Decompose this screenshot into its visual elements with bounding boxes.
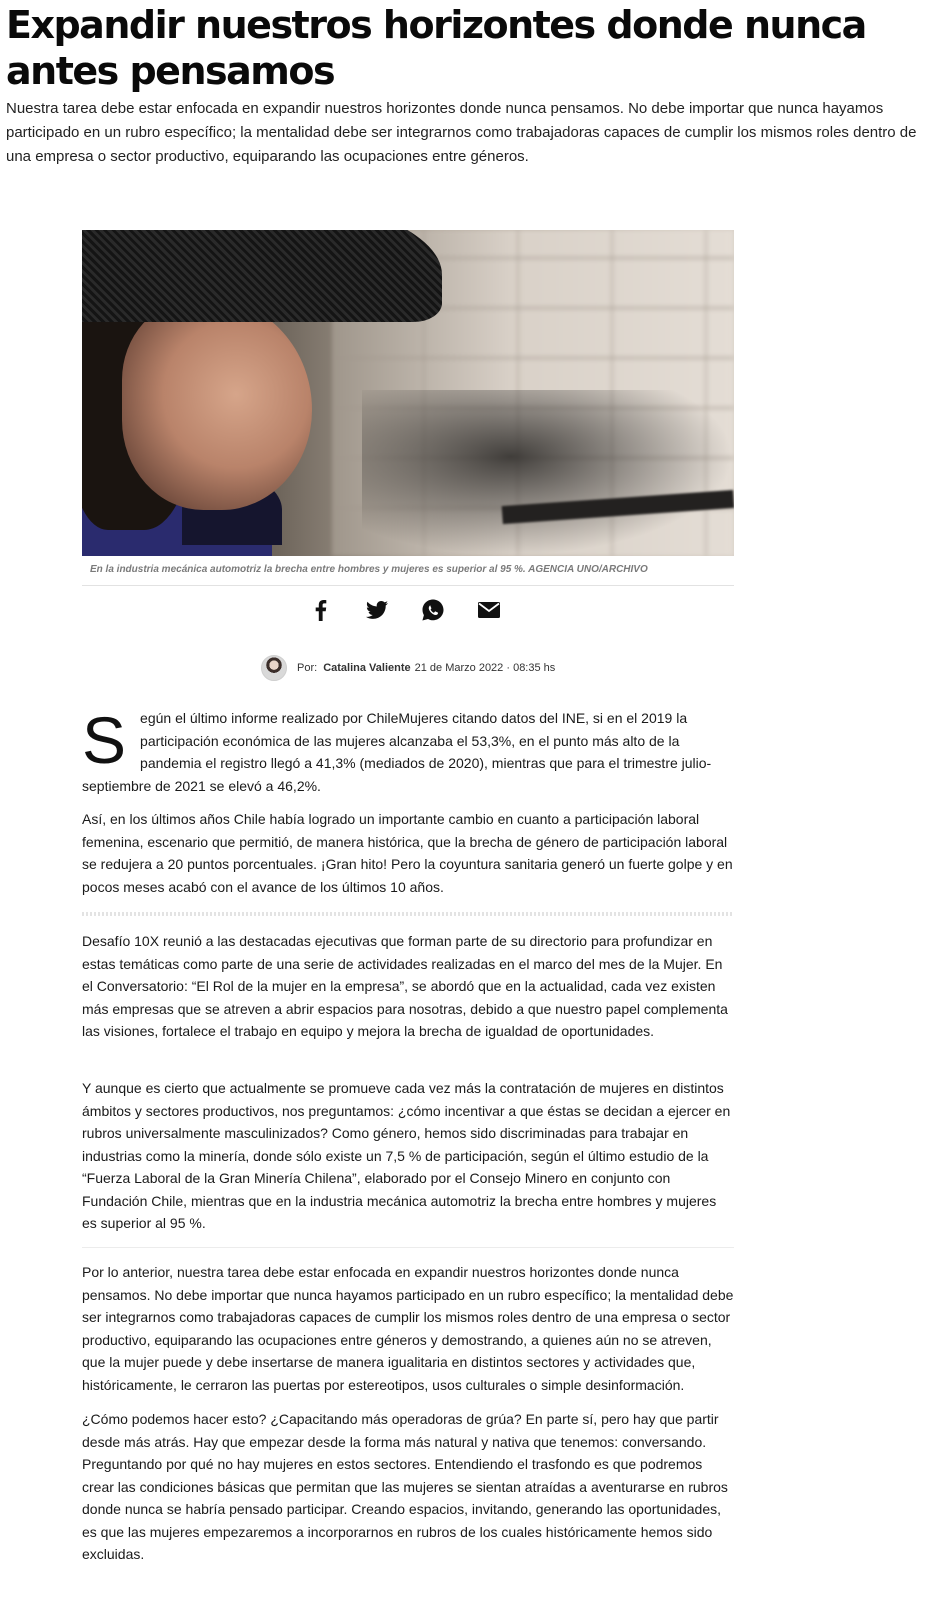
article-paragraph: ¿Cómo podemos hacer esto? ¿Capacitando más operadoras de grúa? En parte sí, pero hay que partir desde más atrás. Hay que empezar desde la forma más natural y nativa que tenemos: conversando. Preguntando por qué no hay mujeres en estos sectores. Entendiendo el trasfondo es que podremos crear las condiciones básicas que permitan que las mujeres se sientan atraídas a aventurarse en rubros donde nunca se habría pensado participar. Creando espacios, invitando, generando las oportunidades, es que las mujeres empezaremos a incorporarnos en rubros de los cuales históricamente hemos sido excluidas. xyxy=(82,1411,728,1562)
article-standfirst: Nuestra tarea debe estar enfocada en expandir nuestros horizontes donde nunca pensamos. No debe importar que nunca hayamos participado en un rubro específico; la mentalidad debe ser integrarnos como trabajadoras capaces de cumplir los mismos roles dentro de una empresa o sector productivo, equiparando las ocupaciones entre géneros. xyxy=(6,100,917,165)
section-divider xyxy=(82,1247,734,1248)
twitter-icon[interactable] xyxy=(364,597,390,623)
article-paragraph: Así, en los últimos años Chile había logrado un importante cambio en cuanto a participación laboral femenina, escenario que permitió, de manera histórica, que la brecha de género de participación laboral se redujera a 20 puntos porcentuales. ¡Gran hito! Pero la coyuntura sanitaria generó un fuerte golpe y en pocos meses acabó con el avance de los últimos 10 años. xyxy=(82,811,733,895)
facebook-icon[interactable] xyxy=(308,597,334,623)
email-icon[interactable] xyxy=(476,597,502,623)
whatsapp-icon[interactable] xyxy=(420,597,446,623)
article-paragraph xyxy=(82,703,734,797)
section-divider xyxy=(82,912,734,916)
author-name[interactable]: Catalina Valiente xyxy=(323,662,411,674)
byline-prefix: Por: xyxy=(297,662,318,674)
article-paragraph: Desafío 10X reunió a las destacadas ejecutivas que forman parte de su directorio para profundizar en estas temáticas como parte de una serie de actividades realizadas en el marco del mes de la Mujer. En el Conversatorio: “El Rol de la mujer en la empresa”, se abordó que en la actualidad, cada vez existen más empresas que se atreven a abrir espacios para nosotras, debido a que nuestro papel complementa las visiones, fortalece el trabajo en equipo y mejora la brecha de igualdad de oportunidades. xyxy=(82,933,728,1039)
share-bar xyxy=(308,597,502,623)
drop-cap: S xyxy=(82,703,127,777)
article-headline: Expandir nuestros horizontes donde nunca antes pensamos xyxy=(6,3,866,93)
byline xyxy=(261,655,555,681)
photo-caption: En la industria mecánica automotriz la brecha entre hombres y mujeres es superior al 95 %. AGENCIA UNO/ARCHIVO xyxy=(82,556,734,586)
paragraph-text: egún el último informe realizado por ChileMujeres citando datos del INE, si en el 2019 la participación económica de las mujeres alcanzaba el 53,3%, en el punto más alto de la pandemia el registro llegó a 41,3% (mediados de 2020), mientras que para el trimestre julio-septiembre de 2021 se elevó a 46,2%. xyxy=(82,710,712,794)
article-figure xyxy=(82,230,734,586)
article-photo xyxy=(82,230,734,556)
article-paragraph: Y aunque es cierto que actualmente se promueve cada vez más la contratación de mujeres en distintos ámbitos y sectores productivos, nos preguntamos: ¿cómo incentivar a que éstas se decidan a ejercer en rubros universalmente masculinizados? Como género, hemos sido discriminadas para trabajar en industrias como la minería, donde sólo existe un 7,5 % de participación, según el último estudio de la “Fuerza Laboral de la Gran Minería Chilena”, elaborado por el Consejo Minero en conjunto con Fundación Chile, mientras que en la industria mecánica automotriz la brecha entre hombres y mujeres es superior al 95 %. xyxy=(82,1080,731,1231)
publish-date: 21 de Marzo 2022 · 08:35 hs xyxy=(414,662,556,674)
author-avatar[interactable] xyxy=(261,655,287,681)
article-paragraph: Por lo anterior, nuestra tarea debe estar enfocada en expandir nuestros horizontes donde nunca pensamos. No debe importar que nunca hayamos participado en un rubro específico; la mentalidad debe ser integrarnos como trabajadoras capaces de cumplir los mismos roles dentro de una empresa o sector productivo, equiparando las ocupaciones entre géneros y demostrando, a quienes aún no se atreven, que la mujer puede y debe insertarse de manera igualitaria en distintos sectores y actividades que, históricamente, le cerraron las puertas por estereotipos, usos culturales o simple desinformación. xyxy=(82,1264,734,1393)
